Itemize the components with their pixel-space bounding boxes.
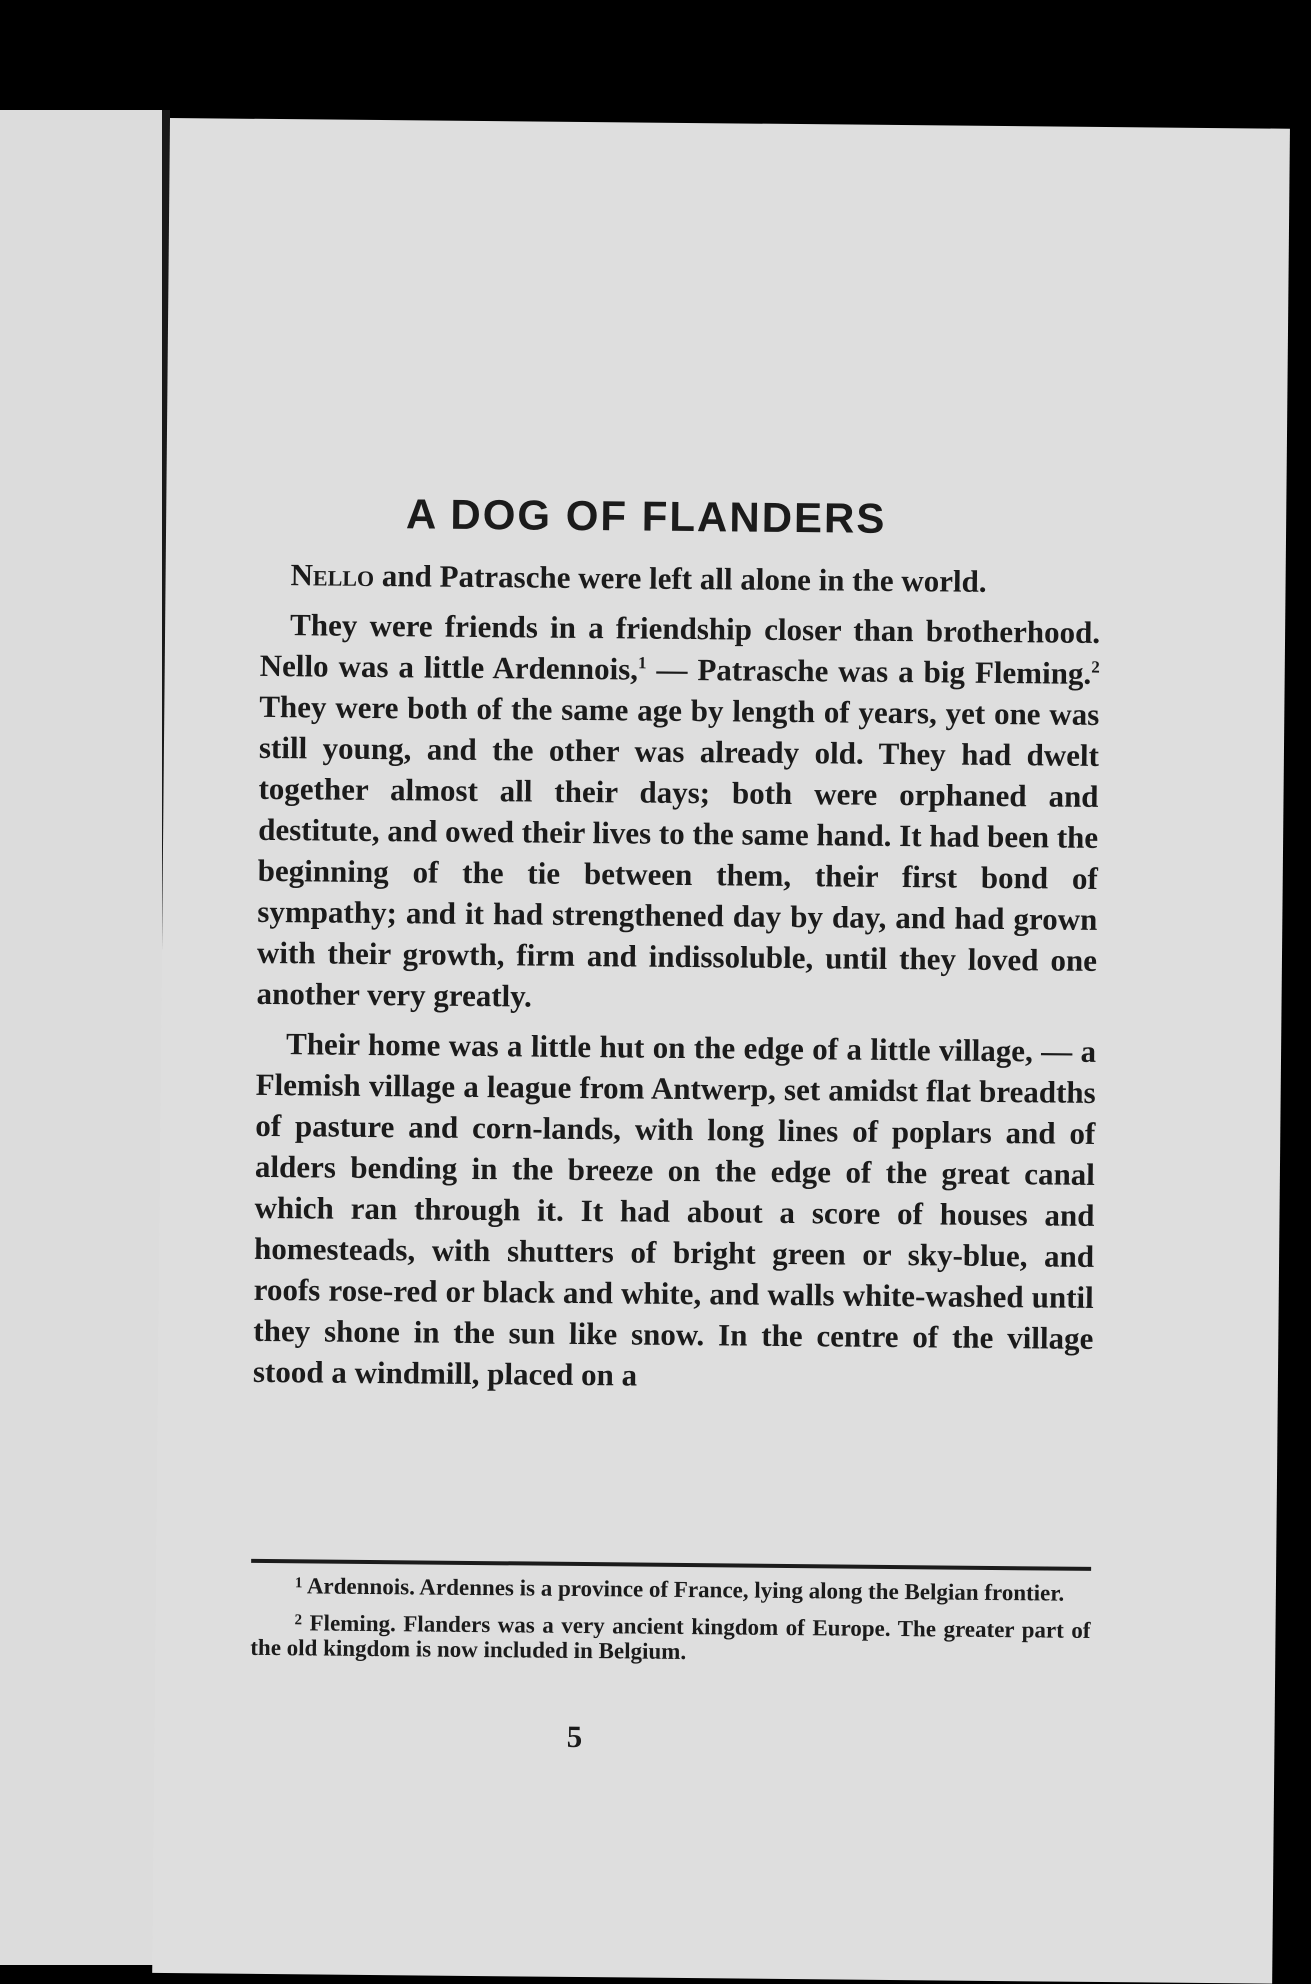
paragraph-1-lead: Nello [290,557,375,593]
footnote-2 [250,1608,1090,1668]
footnote-1-term: Ardennois. [306,1573,416,1600]
paragraph-2 [256,604,1100,1022]
footnotes [250,1571,1091,1678]
paragraph-1 [260,554,1100,603]
footnote-1 [251,1571,1091,1606]
footnote-1-number: 1 [294,1575,303,1592]
paragraph-2-part-b: — Patrasche was a big Fleming. [646,651,1092,691]
footnote-ref-1: 1 [637,653,647,673]
paragraph-3: Their home was a little hut on the edge of a little village, — a Flemish village a league from Antwerp, set amidst flat breadths of pasture and corn-lands, with long lines of poplars and of alders bending in the breeze on the edge of the great canal which ran through it. It had about a score of houses and homesteads, with shutters of bright green or sky-blue, and roofs rose-red or black and white, and walls white-washed until they shone in the sun like snow. In the centre of the village stood a windmill, placed on a [252,1026,1097,1393]
chapter-title: A DOG OF FLANDERS [405,490,887,542]
footnote-rule [251,1559,1091,1571]
facing-page [0,110,162,1965]
footnote-1-text: Ardennes is a province of France, lying along the Belgian frontier. [414,1574,1065,1606]
footnote-ref-2: 2 [1091,657,1100,677]
footnote-2-number: 2 [294,1612,303,1629]
book-page [152,118,1290,1984]
paragraph-2-part-c: They were both of the same age by length of years, yet one was still young, and the other was already old. They had dwelt together almost all their days; both were orphaned and destitute, and owed their lives to the same hand. It had been the beginning of the tie between them, their first bond of sympathy; and it had strengthened day by day, and had grown with their growth, firm and indissoluble, until they loved one another very greatly. [256,688,1100,1014]
footnote-2-term: Fleming. [309,1610,396,1637]
paragraph-2-part-a: They were friends in a friendship closer than brotherhood. Nello was a little Ardennois, [259,607,1101,687]
paragraph-1-text: and Patrasche were left all alone in the world. [373,557,987,599]
footnote-2-text: Flanders was a very ancient kingdom of Europe. The greater part of the old kingdom is now included in Belgium. [250,1611,1091,1665]
page-number: 5 [566,1718,583,1755]
page-body [253,554,1101,1409]
